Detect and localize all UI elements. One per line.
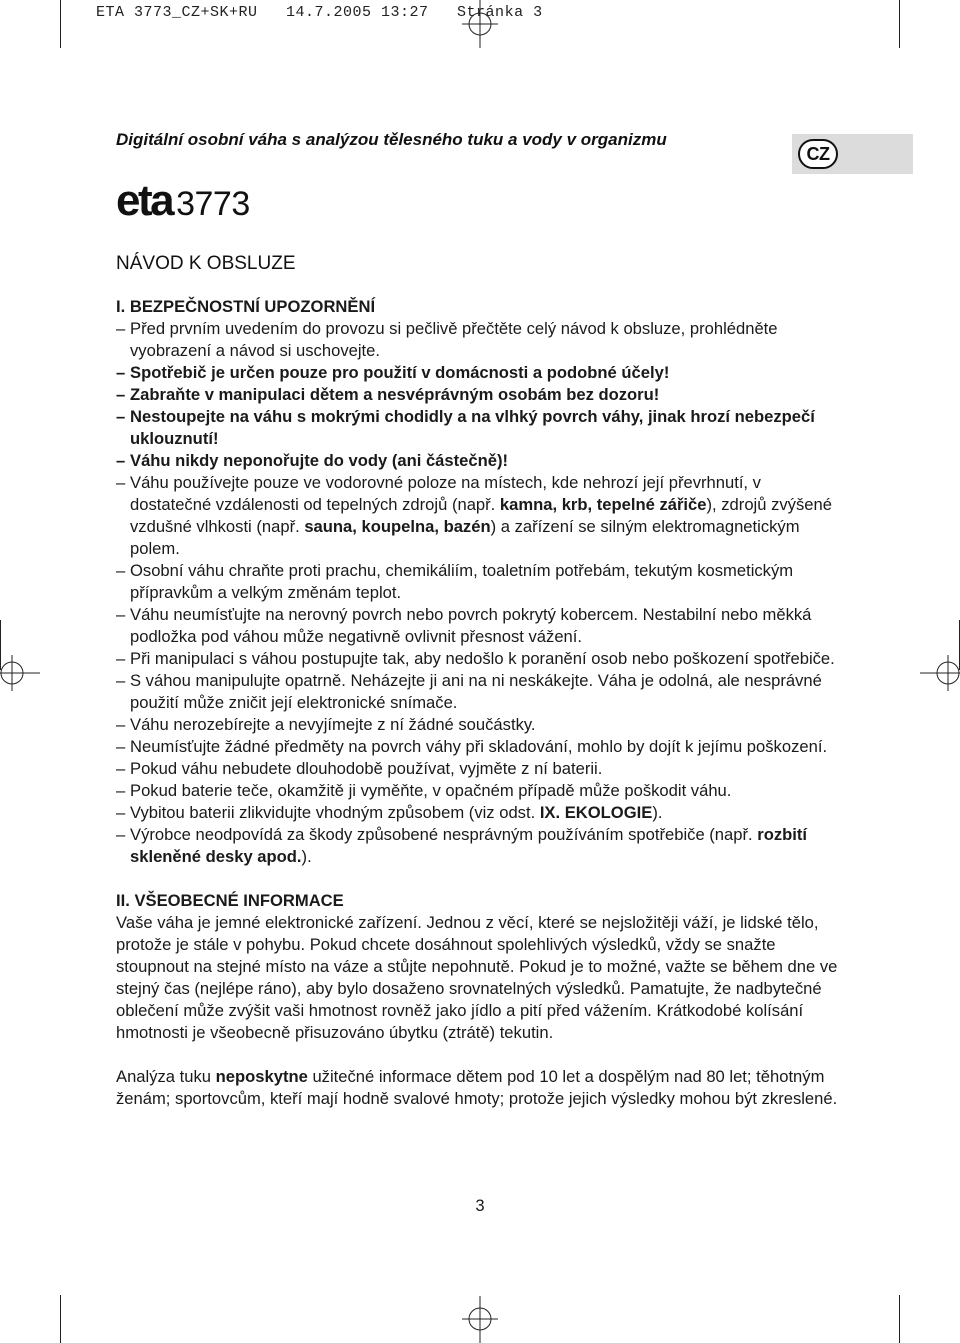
text-run: Vybitou baterii zlikvidujte vhodným způsobem (viz odst. — [130, 803, 540, 822]
crop-mark-bottom-right — [899, 1295, 900, 1343]
safety-item — [116, 362, 846, 384]
safety-item — [116, 604, 846, 648]
safety-item — [116, 714, 846, 736]
bullet-dash: – — [116, 319, 126, 338]
bullet-dash: – — [116, 473, 126, 492]
text-run: S váhou manipulujte opatrně. Neházejte ji ani na ni neskákejte. Váha je odolná, ale nesprávné použití může zničit její elektronické snímače. — [130, 671, 822, 712]
text-run: Váhu nikdy neponořujte do vody (ani částečně)! — [130, 451, 509, 470]
section-heading-safety: I. BEZPEČNOSTNÍ UPOZORNĚNÍ — [116, 297, 376, 316]
text-run: Osobní váhu chraňte proti prachu, chemikáliím, toaletním potřebám, tekutým kosmetickým přípravkům a velkým změnám teplot. — [130, 561, 794, 602]
manual-title: NÁVOD K OBSLUZE — [116, 253, 296, 274]
safety-item — [116, 780, 846, 802]
print-header: ETA 3773_CZ+SK+RU 14.7.2005 13:27 Stránka 3 — [96, 4, 543, 21]
text-run: ). — [652, 803, 663, 822]
text-run: Neumísťujte žádné předměty na povrch váhy při skladování, mohlo by dojít k jejímu poškození. — [130, 737, 828, 756]
bullet-dash: – — [116, 715, 126, 734]
safety-item — [116, 758, 846, 780]
general-paragraph-2 — [116, 1066, 846, 1110]
text-run: Při manipulaci s váhou postupujte tak, aby nedošlo k poranění osob nebo poškození spotřebiče. — [130, 649, 835, 668]
text-run: Pokud váhu nebudete dlouhodobě používat, vyjměte z ní baterii. — [130, 759, 603, 778]
safety-item — [116, 736, 846, 758]
bullet-dash: – — [116, 737, 126, 756]
safety-list — [116, 318, 846, 868]
section-heading-general: II. VŠEOBECNÉ INFORMACE — [116, 891, 344, 910]
bullet-dash: – — [116, 605, 126, 624]
page-number: 3 — [475, 1196, 485, 1215]
text-run: sauna, koupelna, bazén — [304, 517, 491, 536]
crop-mark-top-left — [60, 0, 61, 48]
text-run: Váhu používejte pouze ve vodorovné poloze na místech, kde nehrozí její převrhnutí, v dostatečné vzdálenosti od tepelných zdrojů (např. — [130, 473, 761, 514]
text-run: Pokud baterie teče, okamžitě ji vyměňte, v opačném případě může poškodit váhu. — [130, 781, 732, 800]
safety-item — [116, 406, 846, 450]
text-run: Analýza tuku — [116, 1067, 216, 1086]
text-run: Výrobce neodpovídá za škody způsobené nesprávným používáním spotřebiče (např. — [130, 825, 758, 844]
registration-mark-bottom — [462, 1296, 498, 1343]
bullet-dash: – — [116, 781, 126, 800]
safety-item — [116, 648, 846, 670]
text-run: kamna, krb, tepelné zářiče — [499, 495, 707, 514]
bullet-dash: – — [116, 561, 126, 580]
safety-item — [116, 450, 846, 472]
general-paragraph-1: Vaše váha je jemné elektronické zařízení. Jednou z věcí, které se nejsložitěji váží, je lidské tělo, protože je stále v pohybu. Pokud chcete dosáhnout spolehlivých výsledků, vždy se snažte stoupnout na stejné místo na váze a stůjte nepohnutě. Pokud je to možné, važte se během dne ve stejný čas (nejlépe ráno), aby bylo dosaženo srovnatelných výsledků. Pamatujte, že nadbytečné oblečení může zvýšit vaši hmotnost rovněž jako jídlo a pití před vážením. Krátkodobé kolísání hmotnosti je všeobecně přisuzováno úbytku (ztrátě) tekutin. — [116, 913, 838, 1042]
bullet-dash: – — [116, 385, 126, 404]
bullet-dash: – — [116, 363, 126, 382]
text-run: Před prvním uvedením do provozu si pečlivě přečtěte celý návod k obsluze, prohlédněte vyobrazení a návod si uschovejte. — [130, 319, 778, 360]
text-run: užitečné informace dětem pod 10 let a dospělým nad 80 let; těhotným ženám; sportovcům, kteří mají hodně svalové hmoty; protože jejich výsledky mohou být zkreslené. — [116, 1067, 838, 1108]
safety-item — [116, 472, 846, 560]
text-run: Váhu neumísťujte na nerovný povrch nebo povrch pokrytý kobercem. Nestabilní nebo měkká podložka pod váhou může negativně ovlivnit přesnost vážení. — [130, 605, 812, 646]
bullet-dash: – — [116, 649, 126, 668]
crop-mark-top-right — [899, 0, 900, 48]
brand-model: 3773 — [176, 185, 250, 223]
text-run: Zabraňte v manipulaci dětem a nesvéprávným osobám bez dozoru! — [130, 385, 660, 404]
bullet-dash: – — [116, 759, 126, 778]
text-run: Nestoupejte na váhu s mokrými chodidly a na vlhký povrch váhy, jinak hrozí nebezpečí uklouznutí! — [130, 407, 815, 448]
registration-mark-right — [920, 655, 960, 691]
document-body — [116, 296, 846, 1110]
bullet-dash: – — [116, 825, 126, 844]
brand-name: eta — [116, 176, 173, 225]
document-subtitle: Digitální osobní váha s analýzou tělesného tuku a vody v organizmu — [116, 130, 667, 149]
text-run: IX. EKOLOGIE — [539, 803, 653, 822]
text-run: ) a zařízení se silným elektromagnetickým polem. — [130, 517, 800, 558]
language-badge: CZ — [798, 139, 838, 169]
bullet-dash: – — [116, 803, 126, 822]
bullet-dash: – — [116, 671, 126, 690]
text-run: ). — [301, 847, 312, 866]
safety-item — [116, 560, 846, 604]
text-run: neposkytne — [215, 1067, 308, 1086]
bullet-dash: – — [116, 407, 126, 426]
crop-mark-bottom-left — [60, 1295, 61, 1343]
language-tab — [792, 134, 913, 174]
bullet-dash: – — [116, 451, 126, 470]
safety-item — [116, 670, 846, 714]
text-run: Váhu nerozebírejte a nevyjímejte z ní žádné součástky. — [130, 715, 536, 734]
text-run: ), zdrojů zvýšené vzdušné vlhkosti (např. — [130, 495, 832, 536]
brand-logo — [116, 176, 250, 226]
safety-item — [116, 384, 846, 406]
safety-item — [116, 802, 846, 824]
text-run: rozbití skleněné desky apod. — [130, 825, 808, 866]
text-run: Spotřebič je určen pouze pro použití v domácnosti a podobné účely! — [130, 363, 670, 382]
safety-item — [116, 318, 846, 362]
safety-item — [116, 824, 846, 868]
registration-mark-left — [0, 655, 40, 691]
